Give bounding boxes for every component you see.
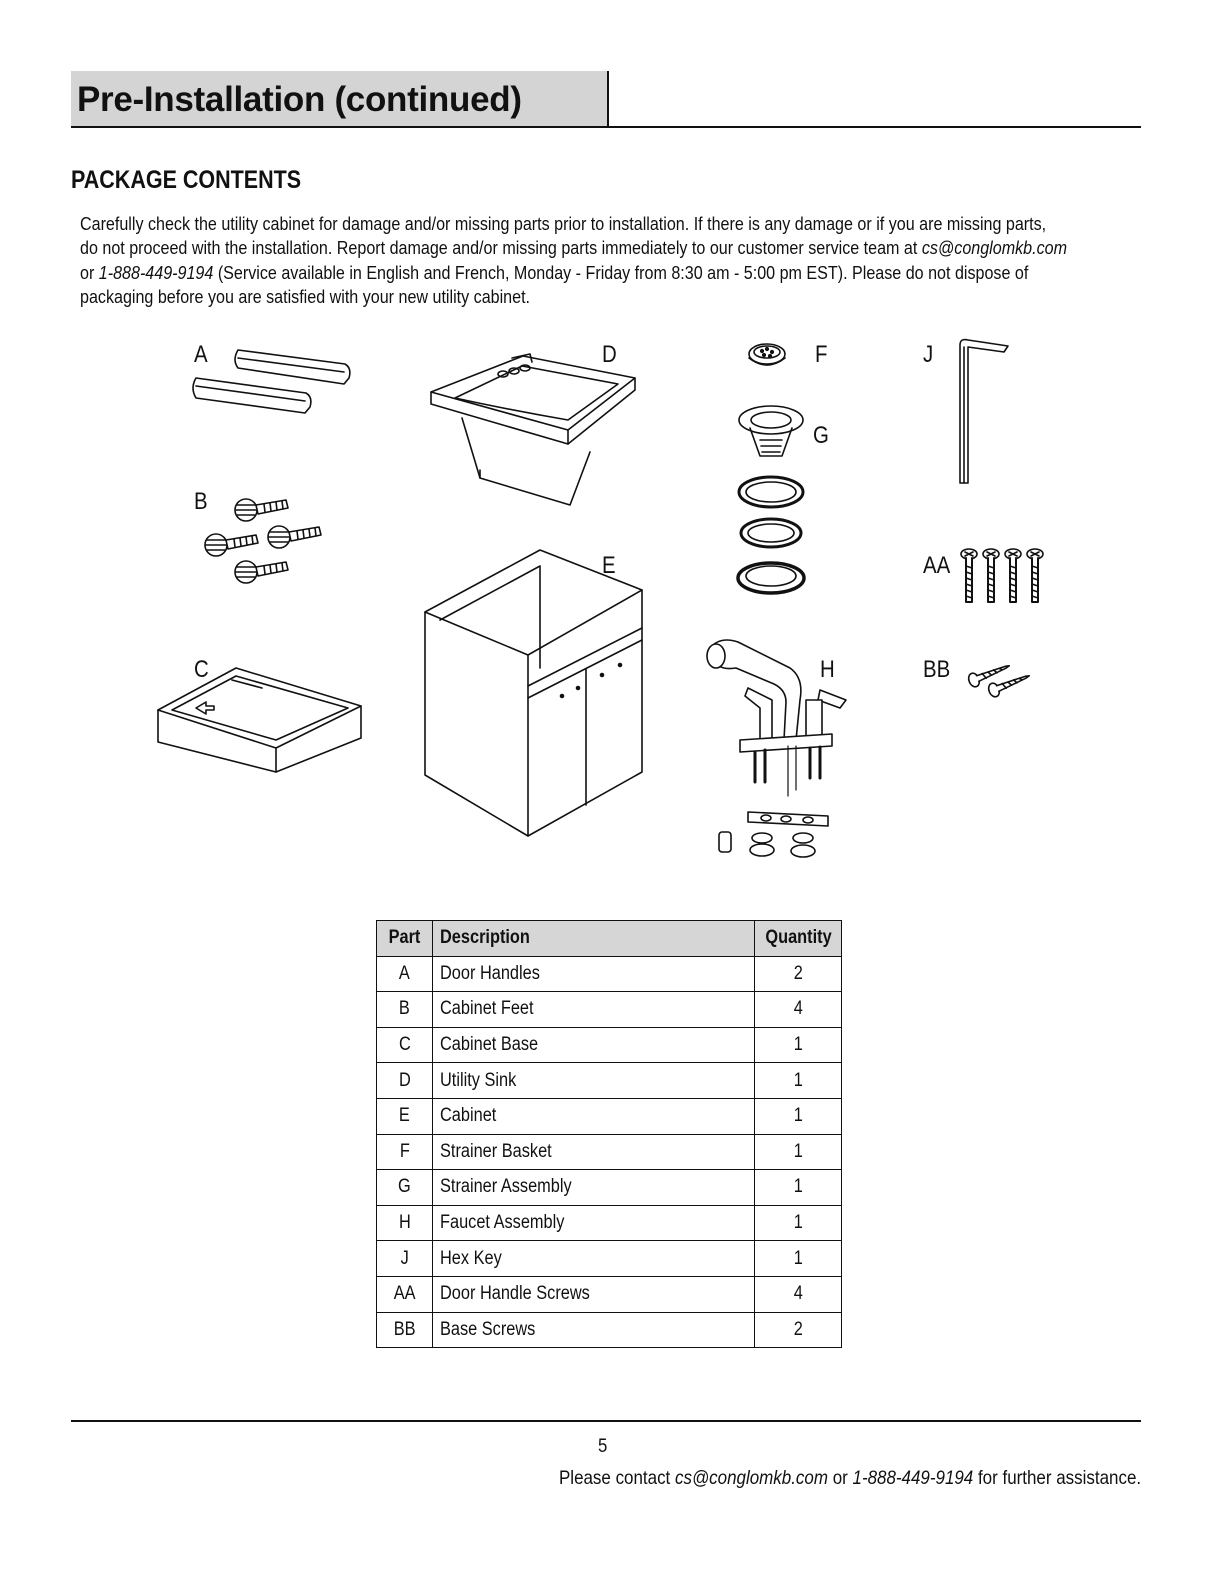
- cell-description-text: Door Handles: [440, 962, 541, 984]
- hex-key-drawing: [960, 340, 1008, 483]
- cell-quantity-text: 1: [793, 1176, 803, 1198]
- cell-description-text: Strainer Assembly: [440, 1176, 573, 1198]
- parts-drawing: [0, 330, 1224, 890]
- header-part: [377, 921, 433, 957]
- table-row: [377, 1241, 842, 1277]
- cell-description: [433, 1241, 755, 1277]
- header-quantity-text: Quantity: [764, 927, 832, 949]
- cell-description: [433, 1134, 755, 1170]
- intro-email: cs@conglomkb.com: [921, 237, 1067, 259]
- parts-table: [376, 920, 842, 1348]
- label-aa: AA: [923, 552, 951, 579]
- cell-description: [433, 1312, 755, 1348]
- footer-phone: 1-888-449-9194: [852, 1467, 974, 1489]
- cell-part-text: BB: [393, 1318, 416, 1340]
- cell-description-text: Cabinet Base: [440, 1034, 539, 1056]
- cell-part-text: A: [399, 962, 411, 984]
- cell-part: [377, 1276, 433, 1312]
- cell-part: [377, 956, 433, 992]
- cell-part-text: F: [399, 1140, 410, 1162]
- intro-or: or: [80, 261, 99, 283]
- cell-quantity-text: 1: [793, 1034, 803, 1056]
- header-quantity: [755, 921, 842, 957]
- cell-part: [377, 1063, 433, 1099]
- table-row: [377, 1098, 842, 1134]
- page-number: 5: [598, 1436, 608, 1457]
- cell-quantity: [755, 1027, 842, 1063]
- cell-part: [377, 1205, 433, 1241]
- intro-line-4: packaging before you are satisfied with your new utility cabinet.: [80, 285, 531, 307]
- cell-description-text: Door Handle Screws: [440, 1283, 591, 1305]
- cell-part-text: H: [398, 1212, 411, 1234]
- cabinet-feet-drawing: [205, 499, 321, 583]
- cell-quantity: [755, 1063, 842, 1099]
- cell-quantity: [755, 1134, 842, 1170]
- label-g: G: [813, 422, 829, 449]
- cell-description: [433, 1098, 755, 1134]
- cell-quantity-text: 1: [793, 1105, 803, 1127]
- cell-description: [433, 1027, 755, 1063]
- cell-description: [433, 1276, 755, 1312]
- cell-quantity: [755, 1170, 842, 1206]
- cell-quantity: [755, 956, 842, 992]
- cell-part-text: D: [398, 1069, 411, 1091]
- table-row: [377, 1063, 842, 1099]
- cell-part-text: B: [399, 998, 411, 1020]
- table-row: [377, 1312, 842, 1348]
- cell-description-text: Cabinet: [440, 1105, 497, 1127]
- label-b: B: [194, 488, 208, 515]
- parts-table-body: [377, 956, 842, 1348]
- table-header-row: [377, 921, 842, 957]
- label-h: H: [820, 656, 835, 683]
- cell-description-text: Strainer Basket: [440, 1140, 553, 1162]
- cell-part: [377, 1027, 433, 1063]
- table-row: [377, 1027, 842, 1063]
- cell-part-text: J: [400, 1247, 409, 1269]
- cell-quantity-text: 1: [793, 1069, 803, 1091]
- intro-paragraph: [80, 212, 1141, 309]
- cell-part: [377, 1170, 433, 1206]
- cell-quantity: [755, 1241, 842, 1277]
- cell-quantity: [755, 992, 842, 1028]
- cell-part: [377, 1134, 433, 1170]
- footer-or: or: [827, 1467, 853, 1489]
- cell-quantity-text: 1: [793, 1212, 803, 1234]
- table-row: [377, 992, 842, 1028]
- cell-quantity-text: 2: [793, 962, 803, 984]
- cell-quantity: [755, 1312, 842, 1348]
- cell-part-text: C: [398, 1034, 411, 1056]
- label-bb: BB: [923, 656, 951, 683]
- door-handle-screws-drawing: [961, 549, 1043, 602]
- cell-description-text: Cabinet Feet: [440, 998, 535, 1020]
- cell-description-text: Faucet Assembly: [440, 1212, 565, 1234]
- footer-email: cs@conglomkb.com: [674, 1467, 828, 1489]
- footer-contact: [559, 1467, 1141, 1490]
- strainer-assembly-drawing: [738, 406, 804, 593]
- cell-part: [377, 992, 433, 1028]
- intro-line-2: [80, 236, 1141, 260]
- parts-illustration: [0, 330, 1224, 890]
- cell-part: [377, 1098, 433, 1134]
- table-row: [377, 1170, 842, 1206]
- table-row: [377, 1205, 842, 1241]
- utility-sink-drawing: [431, 354, 635, 505]
- label-a: A: [194, 341, 208, 368]
- door-handles-drawing: [193, 350, 350, 413]
- cabinet-base-drawing: [158, 668, 361, 772]
- label-f: F: [815, 341, 828, 368]
- cell-description-text: Utility Sink: [440, 1069, 517, 1091]
- cell-quantity-text: 4: [793, 1283, 803, 1305]
- page-title: Pre-Installation (continued): [77, 80, 522, 119]
- cell-description: [433, 1170, 755, 1206]
- base-screws-drawing: [967, 659, 1032, 698]
- cell-description: [433, 992, 755, 1028]
- label-c: C: [194, 656, 209, 683]
- cell-quantity: [755, 1276, 842, 1312]
- table-row: [377, 956, 842, 992]
- label-j: J: [923, 341, 934, 368]
- cell-description: [433, 956, 755, 992]
- cabinet-drawing: [425, 550, 642, 836]
- contact-prefix: Please contact: [558, 1467, 675, 1489]
- table-row: [377, 1134, 842, 1170]
- header-description: [433, 921, 755, 957]
- label-d: D: [602, 341, 617, 368]
- contact-suffix: for further assistance.: [973, 1467, 1141, 1489]
- cell-part: [377, 1241, 433, 1277]
- header-description-text: Description: [440, 927, 531, 949]
- label-e: E: [602, 552, 616, 579]
- cell-quantity-text: 4: [793, 998, 803, 1020]
- footer-rule: [71, 1420, 1141, 1422]
- header-rule: [71, 126, 1141, 128]
- intro-line-3-text: (Service available in English and French, Monday - Friday from 8:30 am - 5:00 pm EST). Please do not dispose of: [213, 261, 1029, 283]
- cell-quantity-text: 1: [793, 1140, 803, 1162]
- cell-quantity: [755, 1098, 842, 1134]
- cell-quantity-text: 1: [793, 1247, 803, 1269]
- table-row: [377, 1276, 842, 1312]
- cell-description: [433, 1205, 755, 1241]
- intro-phone: 1-888-449-9194: [98, 261, 214, 283]
- section-title: PACKAGE CONTENTS: [71, 166, 302, 194]
- cell-quantity: [755, 1205, 842, 1241]
- cell-description: [433, 1063, 755, 1099]
- header-part-text: Part: [388, 927, 421, 949]
- strainer-basket-drawing: [749, 344, 785, 365]
- cell-part-text: AA: [393, 1283, 416, 1305]
- intro-line-1: Carefully check the utility cabinet for damage and/or missing parts prior to installation. If there is any damage or if you are missing parts,: [80, 213, 1047, 234]
- intro-line-2-text: do not proceed with the installation. Report damage and/or missing parts immediately to our customer service team at: [80, 237, 922, 259]
- cell-description-text: Hex Key: [440, 1247, 503, 1269]
- cell-part-text: E: [399, 1105, 411, 1127]
- cell-part-text: G: [398, 1176, 412, 1198]
- cell-description-text: Base Screws: [440, 1318, 536, 1340]
- intro-line-3: [80, 261, 1141, 285]
- cell-part: [377, 1312, 433, 1348]
- cell-quantity-text: 2: [793, 1318, 803, 1340]
